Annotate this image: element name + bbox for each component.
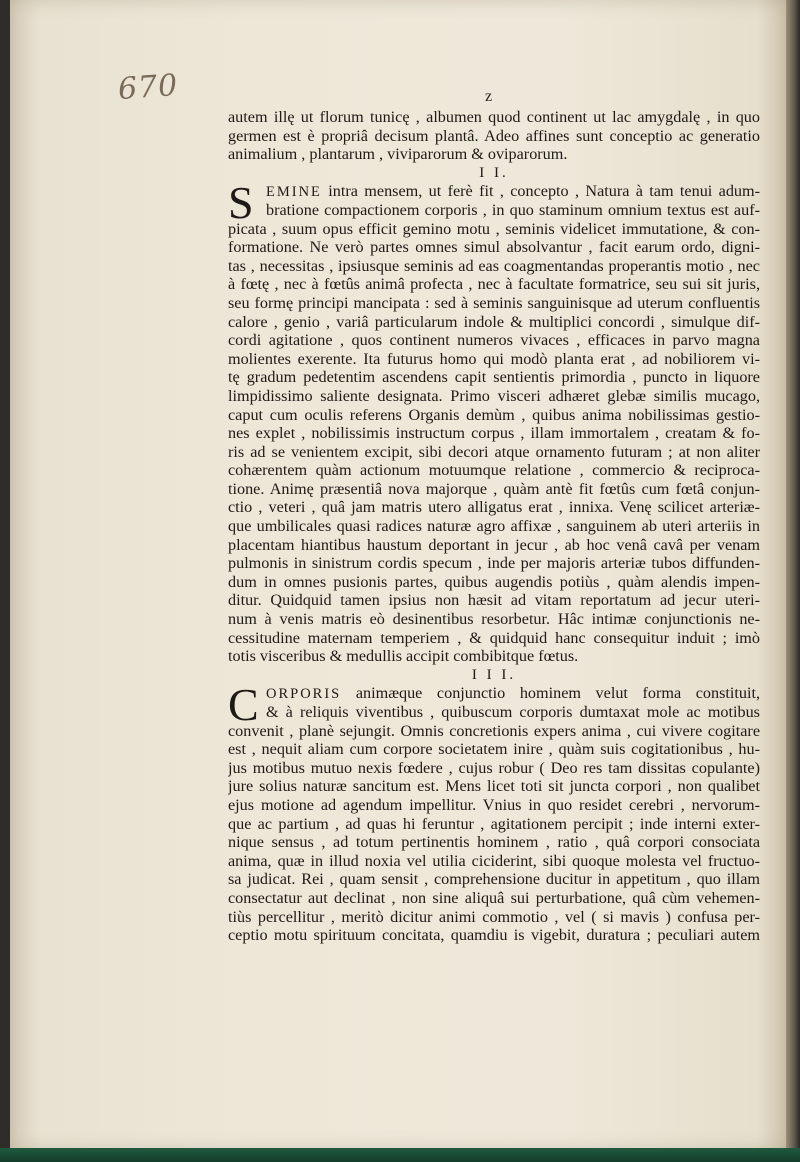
section-3-heading: I I I. xyxy=(471,666,517,683)
text-line: calore , genio , variâ particularum indole & multiplici concordi , simulque dif- xyxy=(228,312,760,331)
page-text xyxy=(228,108,760,945)
text-line: & à reliquis viventibus , quibuscum corporis dumtaxat mole ac motibus xyxy=(266,703,760,721)
text-line: picata , suum opus efficit gemino motu , seminis videlicet immutatione, & con- xyxy=(228,219,760,238)
text-line: tione. Animę præsentiâ nova majorque , quàm antè fit fœtûs cum fœtâ conjun- xyxy=(228,479,760,498)
text-line: dum in omnes pusionis partes, quibus augendis potiùs , quàm alendis impen- xyxy=(228,572,760,591)
text-line: que umbilicales quasi radices naturæ agro affixæ , sanguinem ab uteri arteriis in xyxy=(228,517,760,536)
text-line: consectatur aut declinat , non sine aliquâ sui perturbatione, quâ cùm vehemen- xyxy=(228,888,760,907)
text-line: formatione. Ne verò partes omnes simul absolvantur , facit earum ordo, digni- xyxy=(228,238,760,257)
text-line: nique sensus , ad totum pertinentis hominem , ratio , quâ corpori consociata xyxy=(228,833,760,852)
section-2-first-line xyxy=(228,182,760,201)
text-line: sa judicat. Rei , quam sensit , comprehensione ducitur in appetitum , quo illam xyxy=(228,870,760,889)
text-line: est , nequit aliam cum corpore societatem inire , quàm suis cogitationibus , hu- xyxy=(228,740,760,759)
text-line: anima, quæ in illud noxia vel utilia ciciderint, sibi quoque molesta vel fructuo- xyxy=(228,851,760,870)
text-line: ejus motione ad agendum impellitur. Vnius in quo residet cerebri , nervorum- xyxy=(228,795,760,814)
book-edge xyxy=(786,0,800,1162)
section-3-first-word: ORPORIS xyxy=(266,686,342,703)
section-2-heading: I I. xyxy=(479,164,509,181)
section-2-lines xyxy=(228,201,760,666)
section-3-first-line xyxy=(228,684,760,703)
text-line: limpidissimo saliente designata. Primo visceri adhæret glebæ similis mucago, xyxy=(228,386,760,405)
text-line: tę gradum pedetentim ascendens capit sentientis primordia , puncto in liquore xyxy=(228,368,760,387)
text-line: molientes exerente. Ita futurus homo qui modò planta erat , ad nobiliorem vi- xyxy=(228,349,760,368)
text-line: nes explet , nobilissimis instructum corpus , illam immortalem , creatam & fo- xyxy=(228,424,760,443)
text-line: autem illę ut florum tunicę , albumen quod continent ut lac amygdalę , in quo xyxy=(228,108,760,126)
text-line: seu formę principi mancipata : sed à seminis sanguinisque ad uterum confluentis xyxy=(228,293,760,312)
text-line: que ac partium , ad quas hi feruntur , agitationem percipit ; inde interni exter- xyxy=(228,814,760,833)
section-3-lines xyxy=(228,703,760,945)
text-line: animalium , plantarum , viviparorum & oviparorum. xyxy=(228,145,568,164)
text-line: à fœtę , nec à fœtûs animâ profecta , nec à facultate formatrice, seu sui sit juris, xyxy=(228,275,760,294)
text-line: placentam hiantibus haustum deportant in jecur , ab hoc venâ cavâ per venam xyxy=(228,535,760,554)
text-line: cessitudine maternam temperiem , & quidquid hanc consequitur induit ; imò xyxy=(228,628,760,647)
text-line: pulmonis in sinistrum cordis specum , inde per majoris arteriæ tubos diffunden- xyxy=(228,554,760,573)
intro-paragraph xyxy=(228,108,760,164)
text-line: cohærentem quàm actionum motuumque relatione , commercio & reciproca- xyxy=(228,461,760,480)
section-2-first-line-text: intra mensem, ut ferè fit , concepto , Natura à tam tenui adum- xyxy=(328,182,760,201)
text-line: ditur. Quidquid tamen ipsius non hæsit ad vitam reportatum ad jecur uteri- xyxy=(228,591,760,610)
section-2-dropcap: S xyxy=(228,177,254,229)
text-line: tas , necessitas , ipsiusque seminis ad eas coagmentandas properantis motio , nec xyxy=(228,256,760,275)
folio-number: 670 xyxy=(116,67,180,108)
section-2-paragraph xyxy=(228,177,760,666)
section-3-paragraph xyxy=(228,679,760,945)
text-line: jure solius naturæ sancitum est. Mens licet toti sit juncta corpori , non qualibet xyxy=(228,777,760,796)
text-line: convenit , planè sejungit. Omnis concretionis expers anima , cui vivere cogitare xyxy=(228,721,760,740)
bottom-band xyxy=(0,1148,800,1162)
text-line: num à venis matris eò desinentibus resorbetur. Hâc intimæ conjunctionis ne- xyxy=(228,610,760,629)
text-line: bratione compactionem corporis , in quo staminum omnium textus est auf- xyxy=(266,200,760,219)
text-line: caput cum oculis referens Organis demùm , quibus anima nobilissimas gestio- xyxy=(228,405,760,424)
text-line: totis visceribus & medullis accipit combibitque fœtus. xyxy=(228,647,579,666)
signature-mark: z xyxy=(485,88,493,105)
text-line: cordi agitatione , quos continent numeros vivaces , efficaces in parvo magna xyxy=(228,331,760,350)
section-2-first-word: EMINE xyxy=(266,184,322,201)
text-line: germen est è propriâ decisum plantâ. Adeo affines sunt conceptio ac generatio xyxy=(228,126,760,145)
section-3-first-line-text: animæque conjunctio hominem velut forma constituit, xyxy=(355,684,760,703)
text-line: tiùs percellitur , meritò dicitur animi commotio , vel ( si mavis ) confusa per- xyxy=(228,907,760,926)
text-line: ris ad se venientem excipit, sibi decori atque ornamento futuram ; at non aliter xyxy=(228,442,760,461)
text-line: ctio , veteri , quâ jam matris utero alligatus erat , innixa. Venę scilicet arteriæ- xyxy=(228,498,760,517)
text-line: jus motibus mutuo nexis fœdere , cujus robur ( Deo res tam dissitas copulante) xyxy=(228,758,760,777)
section-3-dropcap: C xyxy=(228,679,259,731)
text-line: ceptio motu spirituum concitata, quamdiu is vigebit, duratura ; peculiari autem xyxy=(228,926,760,945)
